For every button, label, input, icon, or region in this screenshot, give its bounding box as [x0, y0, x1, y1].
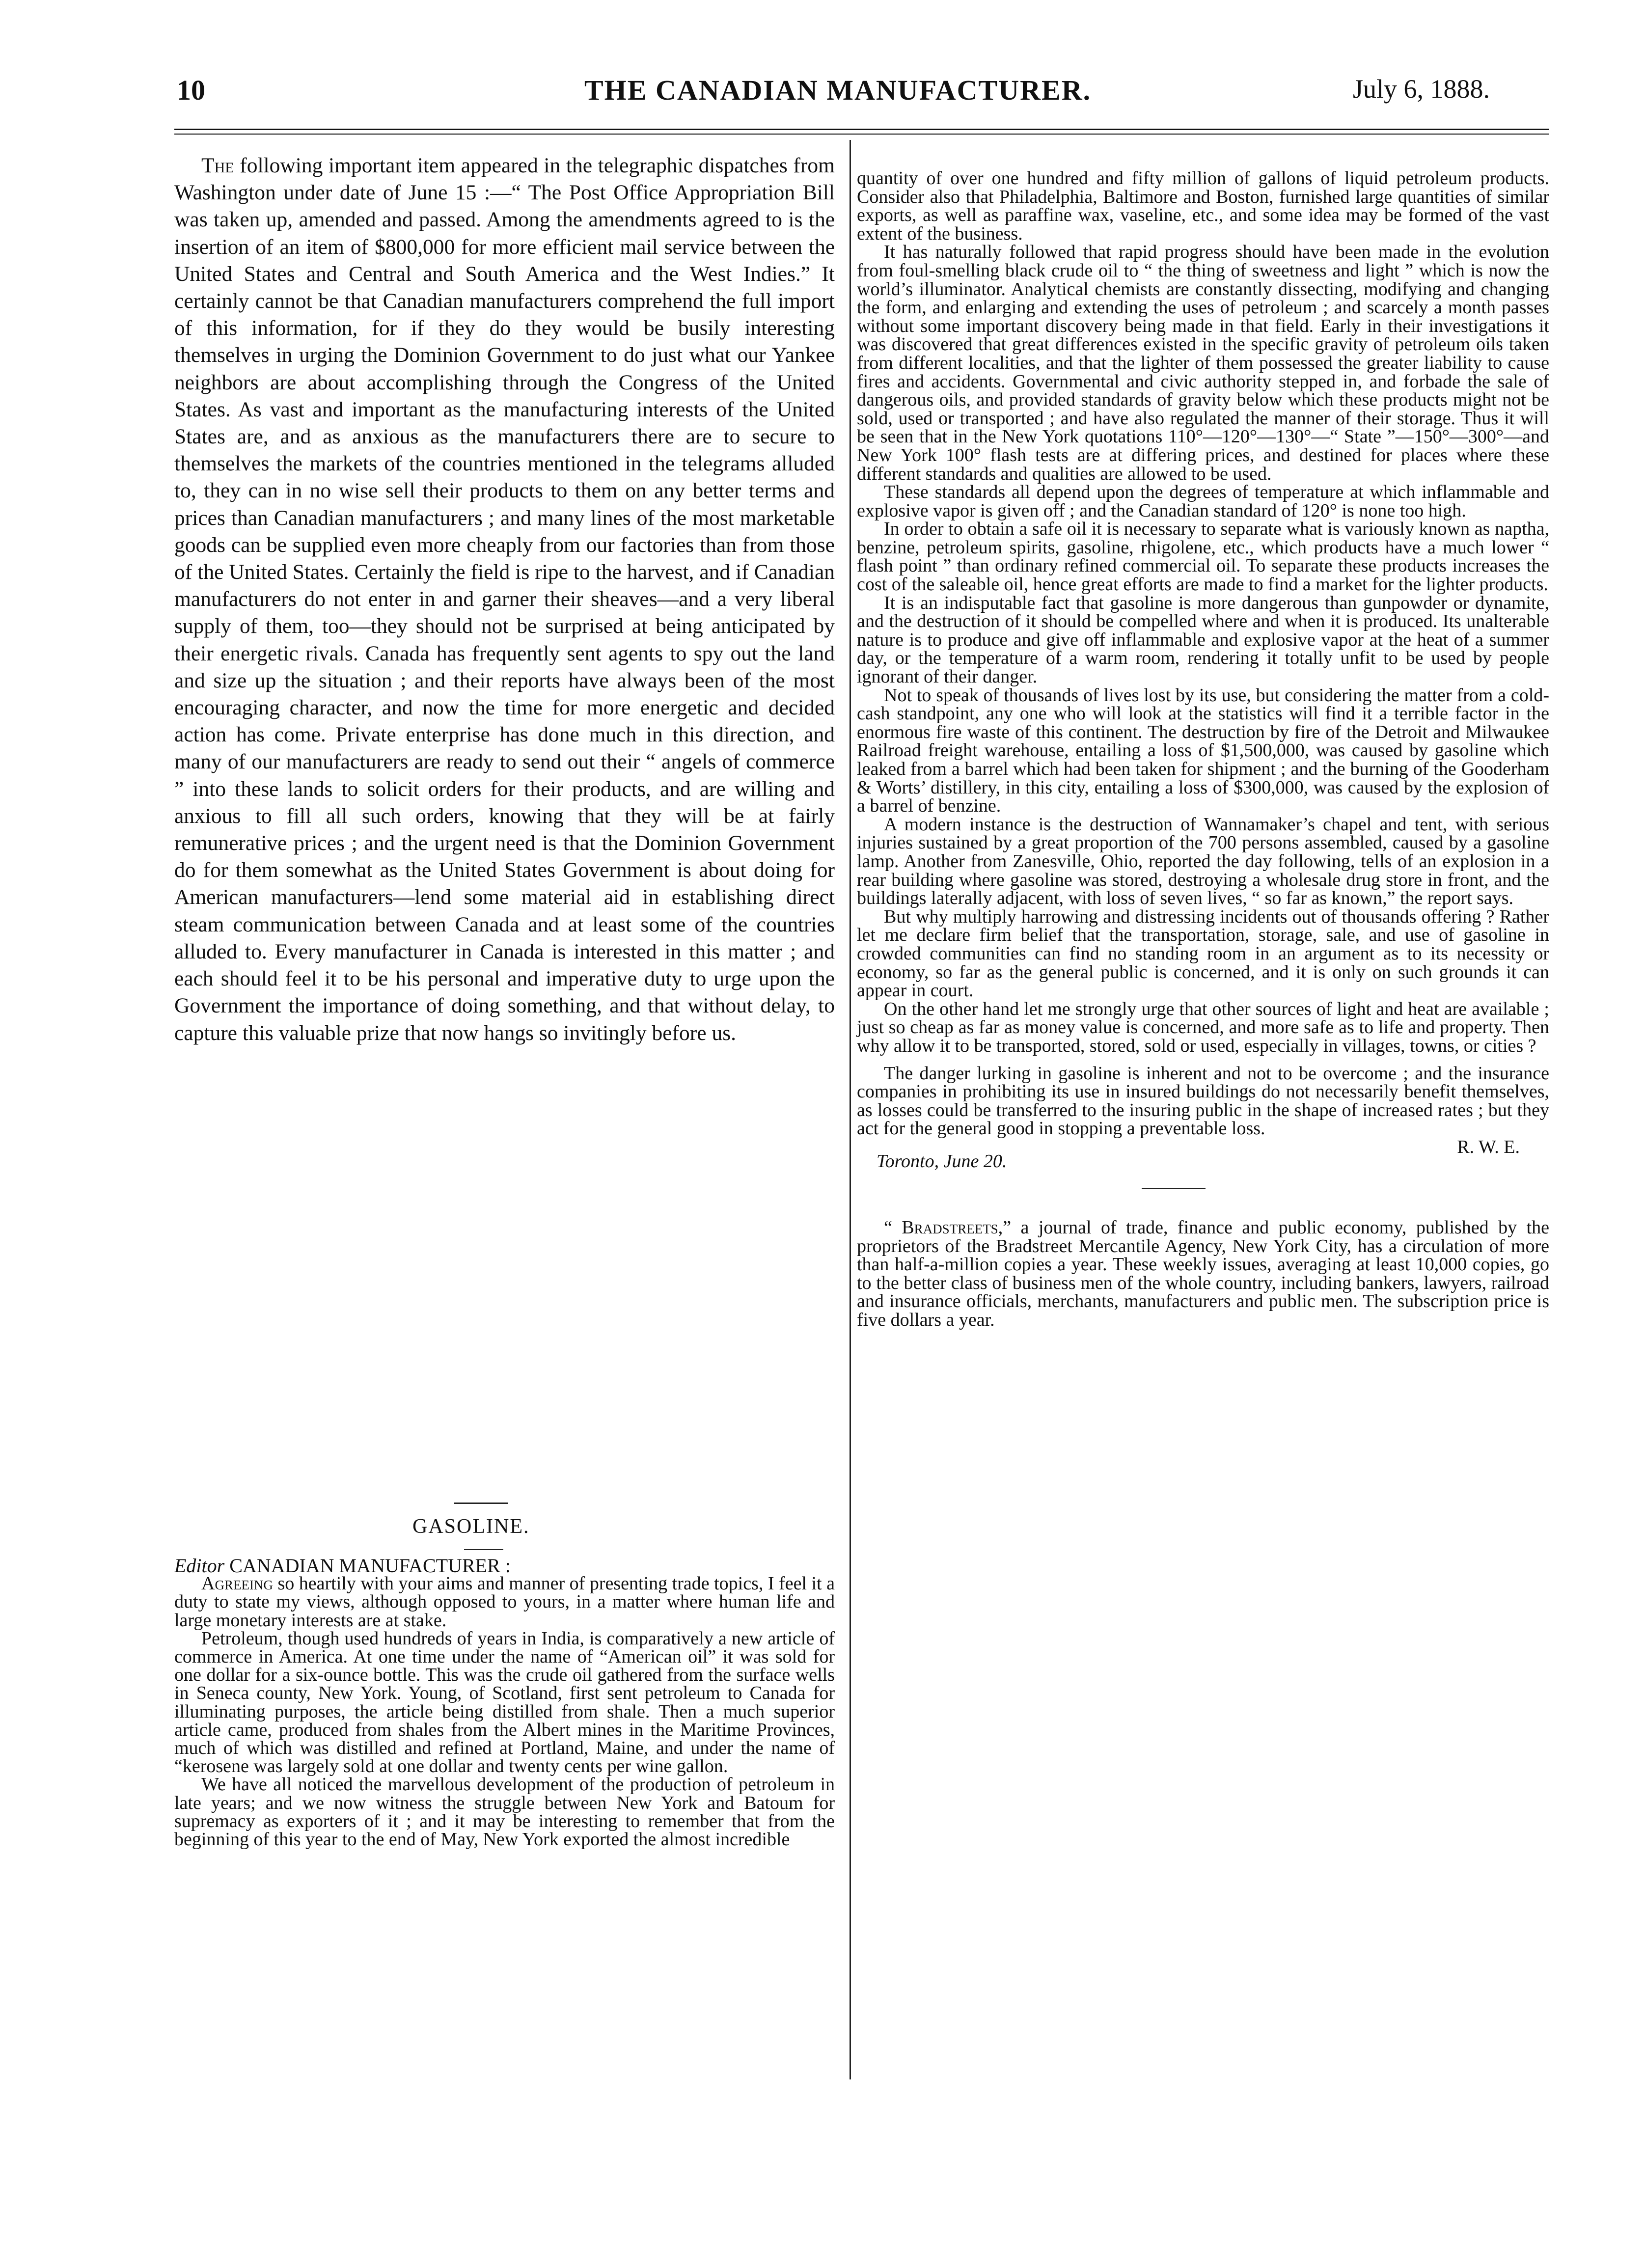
issue-date: July 6, 1888.: [1353, 74, 1490, 104]
letter-paragraph: We have all noticed the marvellous development of the production of petroleum in late years; and we now witness the struggle between New York and Batoum for supremacy as exporters of it ; and it may be interesting to remember that from the beginning of this year to the end of May, New York exported the almost incredible: [174, 1774, 835, 1850]
column-divider: [850, 140, 851, 2079]
letter-text: so heartily with your aims and manner of presenting trade topics, I feel it a duty to state my views, although opposed to yours, in a matter where human life and large monetary interests are at stake.: [174, 1573, 835, 1631]
signature: R. W. E.: [1457, 1136, 1520, 1157]
letter-paragraph: But why multiply harrowing and distressing incidents out of thousands offering ? Rather let me declare firm belief that the transportation, storage, sale, and use of gasoline in crowded communities can find no standing room in an argument as to its necessity or economy, so far as the general public is concerned, and it is only on such grounds it can appear in court.: [857, 906, 1549, 1001]
editorial-paragraph: [174, 152, 835, 1047]
bradstreets-lead: “ Bradstreets,”: [884, 1217, 1012, 1238]
letter-paragraph: These standards all depend upon the degrees of temperature at which inflammable and explosive vapor is given off ; and the Canadian standard of 120° is none too high.: [857, 482, 1549, 521]
editorial-article: [174, 152, 835, 1047]
bradstreets-paragraph: [857, 1219, 1549, 1330]
page-number: 10: [177, 74, 205, 106]
salutation: [174, 1557, 835, 1575]
gasoline-letter-part1: [174, 1557, 835, 1849]
heading-underline: [464, 1549, 503, 1550]
section-separator: [454, 1503, 508, 1504]
letter-paragraph: In order to obtain a safe oil it is necessary to separate what is variously known as naptha, benzine, petroleum spirits, gasoline, rhigolene, etc., which products have a much lower “ flash point ” than ordinary refined commercial oil. To separate these products increases the cost of the saleable oil, hence great efforts are made to find a market for the lighter products.: [857, 519, 1549, 595]
salutation-editor: Editor: [174, 1555, 225, 1577]
editorial-lead-word: The: [201, 154, 234, 177]
gasoline-letter-part2: [857, 169, 1549, 1330]
letter-paragraph: Petroleum, though used hundreds of years in India, is comparatively a new article of commerce in America. At one time under the name of “American oil” it was sold for one dollar for a six-ounce bottle. This was the crude oil gathered from the surface wells in Seneca county, New York. Young, of Scotland, first sent petroleum to Canada for illuminating purposes, the article being distilled from shale. Then a much superior article came, produced from shales from the Albert mines in the Maritime Provinces, much of which was distilled and refined at Portland, Maine, and under the name of “kerosene was largely sold at one dollar and twenty cents per wine gallon.: [174, 1628, 835, 1777]
header-rule-top: [174, 129, 1549, 130]
letter-paragraph: [174, 1575, 835, 1630]
letter-paragraph: The danger lurking in gasoline is inherent and not to be overcome ; and the insurance companies in prohibiting its use in insured buildings do not necessarily benefit themselves, as losses could be transferred to the insuring public in the shape of increased rates ; but they act for the general good in stopping a preventable loss.: [857, 1063, 1549, 1139]
letter-paragraph: It is an indisputable fact that gasoline is more dangerous than gunpowder or dynamite, and the destruction of it should be compelled where and when it is produced. Its unalterable nature is to produce and give off inflammable and explosive vapor at the heat of a summer day, or the temperature of a warm room, rendering it totally unfit to be used by people ignorant of their danger.: [857, 592, 1549, 687]
letter-paragraph: On the other hand let me strongly urge that other sources of light and heat are available ; just so cheap as far as money value is concerned, and more safe as to life and property. Then why allow it to be transported, stored, sold or used, especially in villages, towns, or cities ?: [857, 998, 1549, 1056]
letter-paragraph: Not to speak of thousands of lives lost by its use, but considering the matter from a cold-cash standpoint, any one who will look at the statistics will find it a terrible factor in the enormous fire waste of this continent. The destruction by fire of the Detroit and Milwaukee Railroad freight warehouse, entailing a loss of $1,500,000, was caused by gasoline which leaked from a barrel which had been taken for shipment ; and the burning of the Gooderham & Worts’ distillery, in this city, entailing a loss of $300,000, was caused by the explosion of a barrel of benzine.: [857, 684, 1549, 817]
letter-lead-word: Agreeing: [201, 1573, 273, 1594]
editorial-text: following important item appeared in the telegraphic dispatches from Washington under date of June 15 :—“ The Post Office Appropriation Bill was taken up, amended and passed. Among the amendments agreed to is the insertion of an item of $800,000 for more efficient mail service between the United States and Central and South America and the West Indies.” It certainly cannot be that Canadian manufacturers comprehend the full import of this information, for if they do they would be busily interesting themselves in urging the Dominion Government to do just what our Yankee neighbors are about accomplishing through the Congress of the United States. As vast and important as the manufacturing interests of the United States are, and as anxious as the manufacturers there are to secure to themselves the markets of the countries mentioned in the telegrams alluded to, they can in no wise sell their products to them on any better terms and prices than Canadian manufacturers ; and many lines of the most marketable goods can be supplied even more cheaply from our factories than from those of the United States. Certainly the field is ripe to the harvest, and if Canadian manufacturers do not enter in and garner their sheaves—and a very liberal supply of them, too—they should not be surprised at being anticipated by their energetic rivals. Canada has frequently sent agents to spy out the land and size up the situation ; and their reports have always been of the most encouraging character, and now the time for more energetic and decided action has come. Private enterprise has done much in this direction, and many of our manufacturers are ready to send out their “ angels of commerce ” into these lands to solicit orders for their products, and are willing and anxious to fill all such orders, knowing that they will be at fairly remunerative prices ; and the urgent need is that the Dominion Government do for them somewhat as the United States Government is about doing for American manufacturers—lend some material aid in establishing direct steam communication between Canada and at least some of the countries alluded to. Every manufacturer in Canada is interested in this matter ; and each should feel it to be his personal and imperative duty to urge upon the Government the importance of doing something, and that without delay, to capture this valuable prize that now hangs so invitingly before us.: [174, 154, 835, 1045]
masthead-title: THE CANADIAN MANUFACTURER.: [584, 74, 1092, 106]
header-rule-bottom: [174, 134, 1549, 135]
letter-paragraph: It has naturally followed that rapid progress should have been made in the evolution from foul-smelling black crude oil to “ the thing of sweetness and light ” which is now the world’s illuminator. Analytical chemists are constantly dissecting, modifying and changing the form, and enlarging and extending the uses of petroleum ; and scarcely a month passes without some important discovery being made in that field. Early in their investigations it was discovered that great differences existed in the specific gravity of petroleum oils taken from different localities, and that the lighter of them possessed the greater liability to cause fires and accidents. Governmental and civic authority stepped in, and forbade the sale of dangerous oils, and provided standards of gravity below which these products might not be sold, used or transported ; and have also regulated the manner of their storage. Thus it will be seen that in the New York quotations 110°—120°—130°—“ State ”—150°—300°—and New York 100° flash tests are at differing prices, and destined for places where these different standards and qualities are allowed to be used.: [857, 242, 1549, 484]
place-date: Toronto, June 20.: [877, 1151, 1007, 1172]
letter-paragraph: quantity of over one hundred and fifty million of gallons of liquid petroleum products. Consider also that Philadelphia, Baltimore and Boston, furnished large quantities of similar exports, as well as paraffine wax, vaseline, etc., and some idea may be formed of the vast extent of the business.: [857, 168, 1549, 244]
gasoline-heading: GASOLINE.: [412, 1515, 530, 1538]
letter-paragraph: A modern instance is the destruction of Wannamaker’s chapel and tent, with serious injuries sustained by a great proportion of the 700 persons assembled, caused by a gasoline lamp. Another from Zanesville, Ohio, reported the day following, tells of an explosion in a rear building where gasoline was stored, destroying a wholesale drug store in front, and the buildings laterally adjacent, with loss of seven lives, “ so far as known,” the report says.: [857, 814, 1549, 909]
salutation-recipient: CANADIAN MANUFACTURER :: [229, 1555, 511, 1577]
bradstreets-text: a journal of trade, finance and public economy, published by the proprietors of the Bradstreet Mercantile Agency, New York City, has a circulation of more than half-a-million copies a year. These weekly issues, averaging at least 10,000 copies, go to the better class of business men of the whole country, including bankers, lawyers, railroad and insurance officials, merchants, manufacturers and public men. The subscription price is five dollars a year.: [857, 1217, 1549, 1331]
